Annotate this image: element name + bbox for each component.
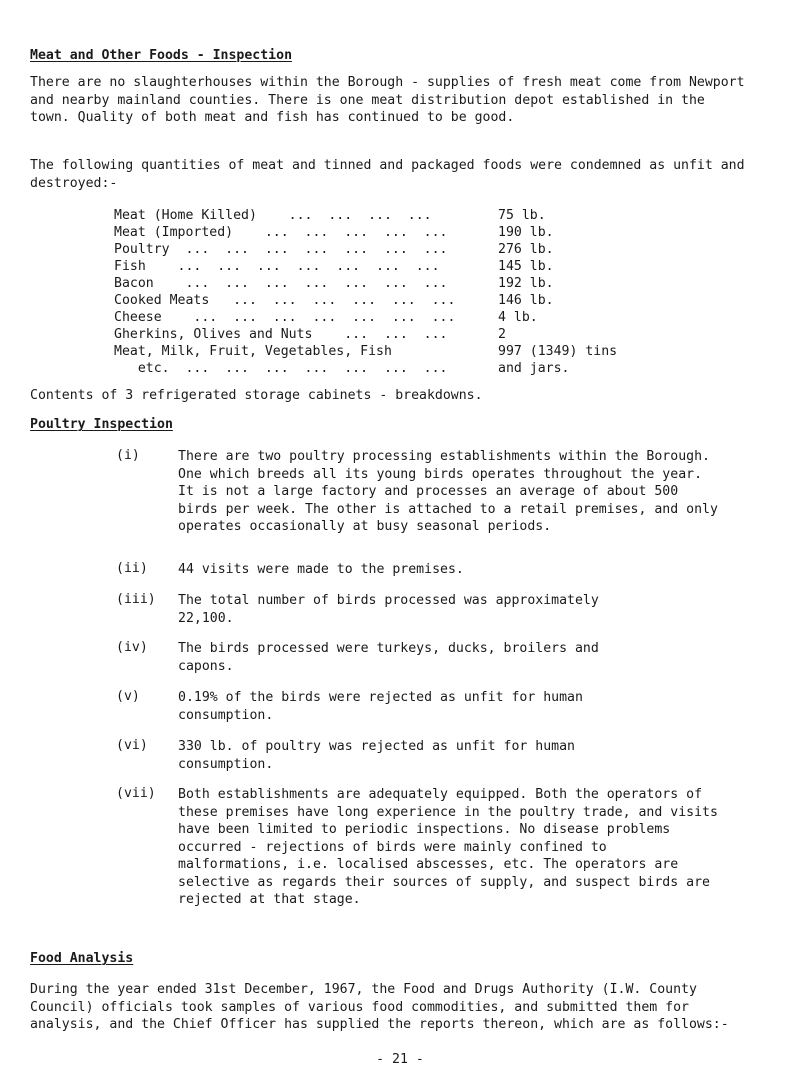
item-text: 330 lb. of poultry was rejected as unfit for human consumption. <box>178 739 575 772</box>
table-row: Meat, Milk, Fruit, Vegetables, Fish 997 (1349) tins <box>114 344 618 359</box>
page-number: - 21 - <box>376 1052 424 1067</box>
poultry-heading: Poultry Inspection <box>30 417 173 432</box>
table-row: Poultry ... ... ... ... ... ... ... 276 lb. <box>114 242 554 257</box>
section-title: Meat and Other Foods - Inspection <box>30 48 293 63</box>
table-row: Cooked Meats ... ... ... ... ... ... 146 lb. <box>114 293 554 308</box>
item-number: (v) <box>116 689 140 704</box>
table-row: Cheese ... ... ... ... ... ... ... 4 lb. <box>114 310 538 325</box>
item-text: There are two poultry processing establishments within the Borough. One which breeds all its young birds operates throughout the year. It is not a large factory and processes an average of about 500 birds per week. The other is attached to a retail premises, and only operates occasionally at busy seasonal periods. <box>178 449 718 534</box>
item-text: 0.19% of the birds were rejected as unfit for human consumption. <box>178 690 583 723</box>
item-number: (i) <box>116 448 140 463</box>
condemned-intro: The following quantities of meat and tinned and packaged foods were condemned as unfit and destroyed:- <box>30 158 745 191</box>
table-row: Meat (Home Killed) ... ... ... ... 75 lb. <box>114 208 546 223</box>
item-number: (iv) <box>116 640 148 655</box>
intro-paragraph: There are no slaughterhouses within the Borough - supplies of fresh meat come from Newport and nearby mainland counties. There is one meat distribution depot established in the town. Quality of both meat and fish has continued to be good. <box>30 75 745 125</box>
item-text: The birds processed were turkeys, ducks, broilers and capons. <box>178 641 599 674</box>
item-text: The total number of birds processed was approximately 22,100. <box>178 593 599 626</box>
item-text: 44 visits were made to the premises. <box>178 562 464 577</box>
table-row: Gherkins, Olives and Nuts ... ... ... 2 <box>114 327 506 342</box>
item-text: Both establishments are adequately equipped. Both the operators of these premises have long experience in the poultry trade, and visits have been limited to periodic inspections. No disease problems occurred - rejections of birds were mainly confined to malformations, i.e. localised abscesses, etc. The operators are selective as regards their sources of supply, and suspect birds are rejected at that stage. <box>178 787 718 907</box>
cabinets-note: Contents of 3 refrigerated storage cabinets - breakdowns. <box>30 388 483 403</box>
table-row: Fish ... ... ... ... ... ... ... 145 lb. <box>114 259 554 274</box>
food-analysis-heading: Food Analysis <box>30 951 134 966</box>
item-number: (vi) <box>116 738 148 753</box>
table-row: Meat (Imported) ... ... ... ... ... 190 lb. <box>114 225 554 240</box>
table-row: etc. ... ... ... ... ... ... ... and jars. <box>114 361 570 376</box>
table-row: Bacon ... ... ... ... ... ... ... 192 lb. <box>114 276 554 291</box>
food-analysis-paragraph: During the year ended 31st December, 1967, the Food and Drugs Authority (I.W. County Council) officials took samples of various food commodities, and submitted them for analysis, and the Chief Officer has supplied the reports thereon, which are as follows:- <box>30 982 729 1032</box>
item-number: (ii) <box>116 561 148 576</box>
item-number: (iii) <box>116 592 156 607</box>
item-number: (vii) <box>116 786 156 801</box>
